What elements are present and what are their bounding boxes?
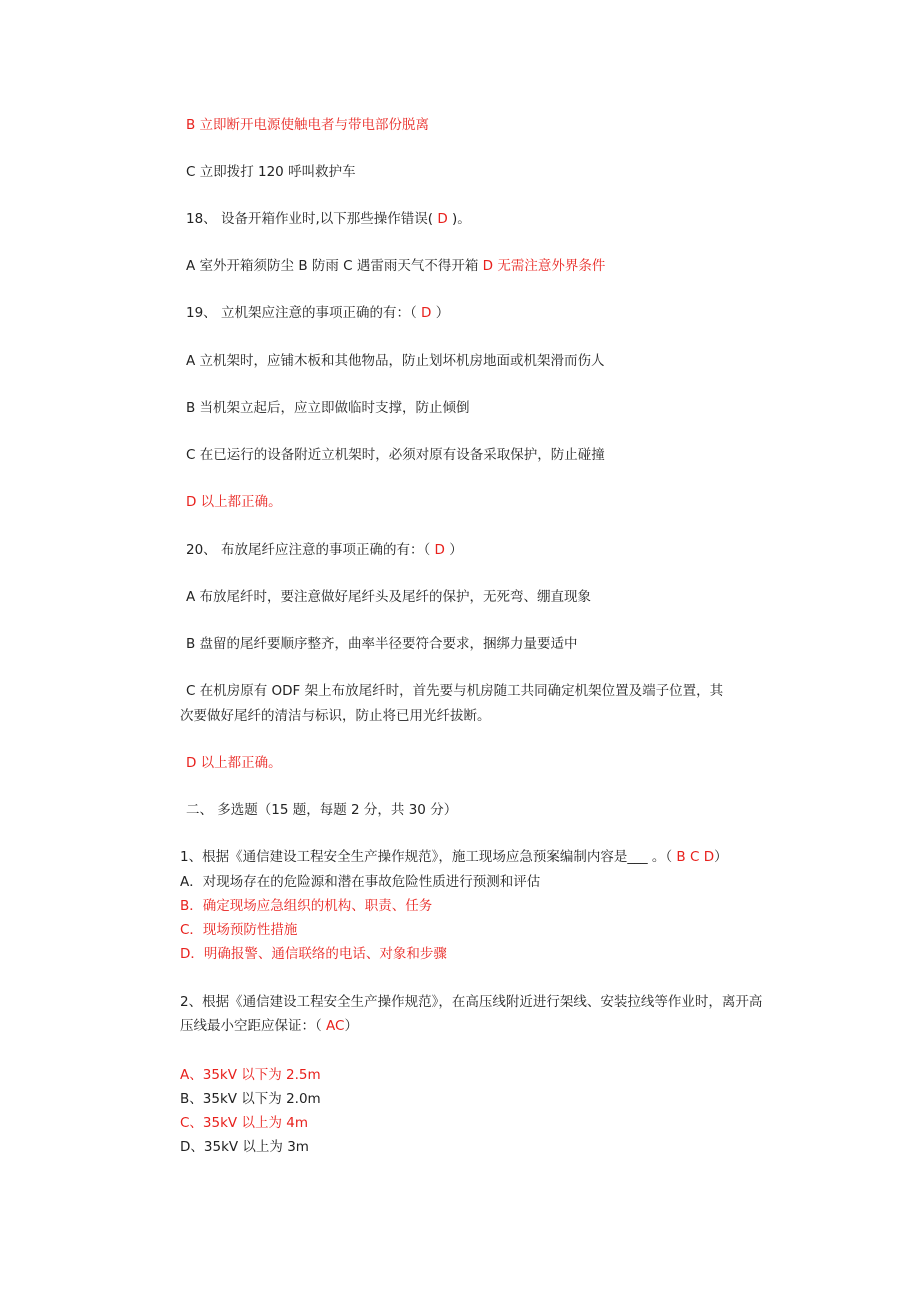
m1-option-c: C．现场预防性措施	[180, 922, 298, 938]
m2-option-b: B、35kV 以下为 2.0m	[180, 1091, 321, 1107]
q19-option-b: B 当机架立起后，应立即做临时支撑，防止倾倒	[186, 400, 470, 416]
q19-option-a: A 立机架时，应铺木板和其他物品，防止划坏机房地面或机架滑而伤人	[186, 353, 605, 369]
m1-stem-suffix: ）	[714, 849, 728, 865]
m1-answer: B C D	[676, 849, 715, 865]
q17-option-c: C 立即拨打 120 呼叫救护车	[186, 164, 356, 180]
q20-option-c-line1: C 在机房原有 ODF 架上布放尾纤时，首先要与机房随工共同确定机架位置及端子位置，其	[186, 683, 724, 699]
q18-answer: D	[433, 211, 453, 227]
q20-answer: D	[434, 542, 445, 558]
m2-option-d: D、35kV 以上为 3m	[180, 1139, 309, 1155]
section2-title: 二、 多选题（15 题，每题 2 分，共 30 分）	[186, 802, 458, 818]
q18-stem-suffix: )。	[452, 211, 471, 227]
q19-stem-prefix: 19、 立机架应注意的事项正确的有：（	[186, 305, 422, 321]
q20-option-d: D 以上都正确。	[186, 755, 282, 771]
q19-answer: D	[421, 305, 432, 321]
m2-option-a: A、35kV 以下为 2.5m	[180, 1067, 321, 1083]
m1-option-b: B．确定现场应急组织的机构、职责、任务	[180, 898, 433, 914]
q18-stem-prefix: 18、 设备开箱作业时,以下那些操作错误(	[186, 211, 434, 227]
q20-stem	[186, 540, 463, 560]
q20-stem-suffix: ）	[444, 542, 463, 558]
q19-option-c: C 在已运行的设备附近立机架时，必须对原有设备采取保护，防止碰撞	[186, 447, 605, 463]
q18-options	[186, 256, 605, 276]
m2-stem-line1: 2、根据《通信建设工程安全生产操作规范》，在高压线附近进行架线、安装拉线等作业时，离开高	[180, 994, 763, 1010]
q19-option-d: D 以上都正确。	[186, 494, 282, 510]
q17-option-b: B 立即断开电源使触电者与带电部份脱离	[186, 117, 430, 133]
q18-stem	[186, 209, 471, 229]
m1-stem	[180, 847, 728, 867]
m2-stem-line2-suffix: ）	[344, 1018, 358, 1034]
q18-options-abc: A 室外开箱须防尘 B 防雨 C 遇雷雨天气不得开箱	[186, 258, 483, 274]
q20-option-b: B 盘留的尾纤要顺序整齐，曲率半径要符合要求，捆绑力量要适中	[186, 636, 578, 652]
m2-answer: AC	[326, 1018, 345, 1034]
q18-option-d: D 无需注意外界条件	[482, 258, 606, 274]
m1-stem-prefix: 1、根据《通信建设工程安全生产操作规范》，施工现场应急预案编制内容是___ 。（	[180, 849, 677, 865]
q20-option-a: A 布放尾纤时，要注意做好尾纤头及尾纤的保护，无死弯、绷直现象	[186, 589, 592, 605]
m2-option-c: C、35kV 以上为 4m	[180, 1115, 308, 1131]
m1-option-a: A．对现场存在的危险源和潜在事故危险性质进行预测和评估	[180, 874, 541, 890]
q20-stem-prefix: 20、 布放尾纤应注意的事项正确的有：（	[186, 542, 435, 558]
m1-option-d: D．明确报警、通信联络的电话、对象和步骤	[180, 946, 447, 962]
m2-stem-line2	[180, 1016, 358, 1036]
q20-option-c-line2: 次要做好尾纤的清洁与标识，防止将已用光纤拔断。	[180, 708, 491, 724]
q19-stem-suffix: ）	[431, 305, 450, 321]
q19-stem	[186, 303, 449, 323]
m2-stem-line2-prefix: 压线最小空距应保证：（	[180, 1018, 327, 1034]
